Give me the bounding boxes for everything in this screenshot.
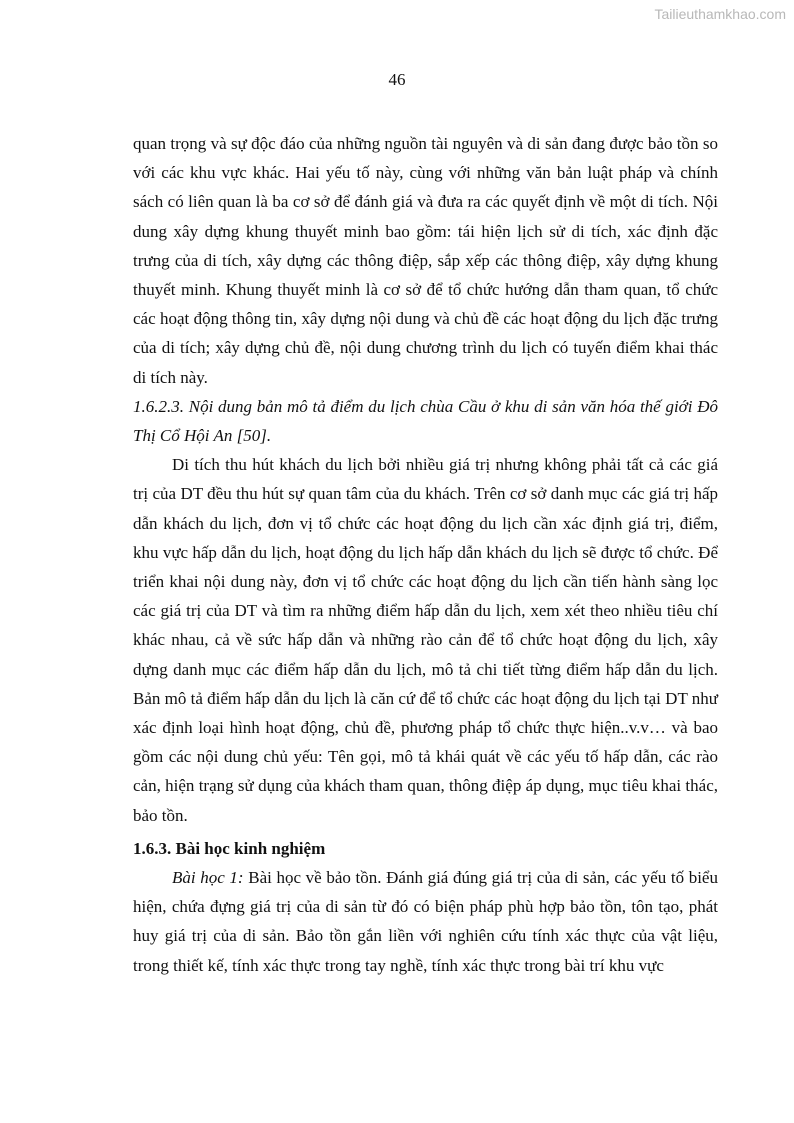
document-body	[133, 129, 718, 980]
lesson-1-text: Bài học về bảo tồn. Đánh giá đúng giá trị của di sản, các yếu tố biểu hiện, chứa đựng giá trị của di sản từ đó có biện pháp phù hợp bảo tồn, tôn tạo, phát huy giá trị của di sản. Bảo tồn gắn liền với nghiên cứu tính xác thực của vật liệu, trong thiết kế, tính xác thực trong tay nghề, tính xác thực trong bài trí khu vực	[133, 868, 718, 975]
paragraph-lesson-1	[133, 863, 718, 980]
page-number: 46	[388, 70, 406, 89]
paragraph-intro: quan trọng và sự độc đáo của những nguồn tài nguyên và di sản đang được bảo tồn so với các khu vực khác. Hai yếu tố này, cùng với những văn bản luật pháp và chính sách có liên quan là ba cơ sở để đánh giá và đưa ra các quyết định về một di tích. Nội dung xây dựng khung thuyết minh bao gồm: tái hiện lịch sử di tích, xác định đặc trưng của di tích, xây dựng các thông điệp, sắp xếp các thông điệp, xây dựng khung thuyết minh. Khung thuyết minh là cơ sở để tổ chức hướng dẫn tham quan, tổ chức các hoạt động thông tin, xây dựng nội dung và chủ đề các hoạt động du lịch đặc trưng của di tích; xây dựng chủ đề, nội dung chương trình du lịch có tuyến điểm khai thác di tích này.	[133, 134, 718, 387]
lesson-1-label: Bài học 1:	[172, 868, 244, 888]
paragraph-attractions: Di tích thu hút khách du lịch bởi nhiều giá trị nhưng không phải tất cả các giá trị của DT đều thu hút sự quan tâm của du khách. Trên cơ sở danh mục các giá trị hấp dẫn khách du lịch, đơn vị tổ chức các hoạt động du lịch cần xác định giá trị, điểm, khu vực hấp dẫn du lịch, hoạt động du lịch hấp dẫn khách du lịch sẽ được tổ chức. Để triển khai nội dung này, đơn vị tổ chức các hoạt động du lịch cần tiến hành sàng lọc các giá trị của DT và tìm ra những điểm hấp dẫn du lịch, xem xét theo nhiều tiêu chí khác nhau, cả về sức hấp dẫn và những rào cản để tổ chức hoạt động du lịch, xây dựng danh mục các điểm hấp dẫn du lịch, mô tả chi tiết từng điểm hấp dẫn du lịch. Bản mô tả điểm hấp dẫn du lịch là căn cứ để tổ chức các hoạt động du lịch tại DT như xác định loại hình hoạt động, chủ đề, phương pháp tổ chức thực hiện..v.v… và bao gồm các nội dung chủ yếu: Tên gọi, mô tả khái quát về các yếu tố hấp dẫn, các rào cản, hiện trạng sử dụng của khách tham quan, thông điệp áp dụng, mục tiêu khai thác, bảo tồn.	[133, 455, 718, 825]
watermark: Tailieuthamkhao.com	[654, 6, 786, 22]
subsection-heading: 1.6.2.3. Nội dung bản mô tả điểm du lịch chùa Cầu ở khu di sản văn hóa thế giới Đô Thị Cổ Hội An [50].	[133, 396, 718, 446]
section-heading: 1.6.3. Bài học kinh nghiệm	[133, 838, 326, 858]
